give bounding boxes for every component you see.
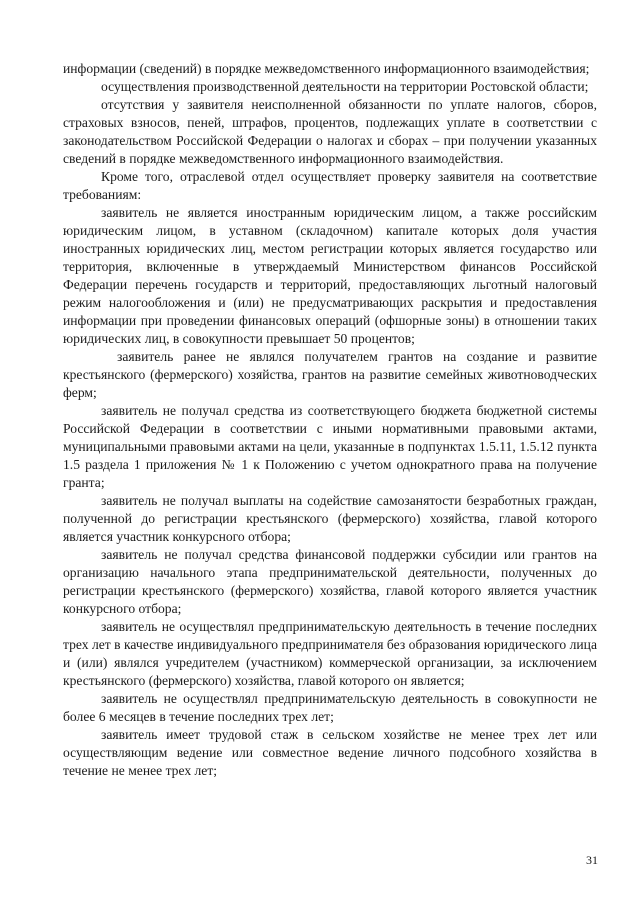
- page-number: 31: [586, 853, 598, 867]
- paragraph: заявитель не получал средства финансовой поддержки субсидии или грантов на организацию начального этапа предпринимательской деятельности, полученных до регистрации крестьянского (фермерского) хозяйства, главой которого является участник конкурсного отбора;: [63, 547, 597, 616]
- paragraph: заявитель не получал выплаты на содействие самозанятости безработных граждан, полученной до регистрации крестьянского (фермерского) хозяйства, главой которого является участник конкурсного отбора;: [63, 493, 597, 544]
- paragraph: заявитель не осуществлял предпринимательскую деятельность в течение последних трех лет в качестве индивидуального предпринимателя без образования юридического лица и (или) являлся учредителем (участником) коммерческой организации, за исключением крестьянского (фермерского) хозяйства, главой которого он является;: [63, 619, 597, 688]
- paragraph: информации (сведений) в порядке межведомственного информационного взаимодействия;: [63, 61, 590, 76]
- paragraph: заявитель не является иностранным юридическим лицом, а также российским юридическим лицом, в уставном (складочном) капитале которых доля участия иностранных юридических лиц, местом регистрации которых является государство или территория, включенные в утверждаемый Министерством финансов Российской Федерации перечень государств и территорий, предоставляющих льготный налоговый режим налогообложения и (или) не предусматривающих раскрытия и предоставления информации при проведении финансовых операций (офшорные зоны) в отношении таких юридических лиц, в совокупности превышает 50 процентов;: [63, 205, 597, 346]
- paragraph: осуществления производственной деятельности на территории Ростовской области;: [101, 79, 589, 94]
- paragraph: отсутствия у заявителя неисполненной обязанности по уплате налогов, сборов, страховых взносов, пеней, штрафов, процентов, подлежащих уплате в соответствии с законодательством Российской Федерации о налогах и сборах – при получении указанных сведений в порядке межведомственного информационного взаимодействия.: [63, 97, 597, 166]
- paragraph: Кроме того, отраслевой отдел осуществляет проверку заявителя на соответствие требованиям:: [63, 169, 597, 202]
- paragraph: заявитель ранее не являлся получателем грантов на создание и развитие крестьянского (фермерского) хозяйства, грантов на развитие семейных животноводческих ферм;: [63, 349, 597, 400]
- paragraph: заявитель не получал средства из соответствующего бюджета бюджетной системы Российской Федерации в соответствии с иными нормативными правовыми актами, муниципальными правовыми актами на цели, указанные в подпунктах 1.5.11, 1.5.12 пункта 1.5 раздела 1 приложения № 1 к Положению с учетом однократного права на получение гранта;: [63, 403, 597, 490]
- paragraph: заявитель не осуществлял предпринимательскую деятельность в совокупности не более 6 месяцев в течение последних трех лет;: [63, 691, 597, 724]
- document-body: [63, 60, 597, 780]
- paragraph: заявитель имеет трудовой стаж в сельском хозяйстве не менее трех лет или осуществляющим ведение или совместное ведение личного подсобного хозяйства в течение не менее трех лет;: [63, 727, 597, 778]
